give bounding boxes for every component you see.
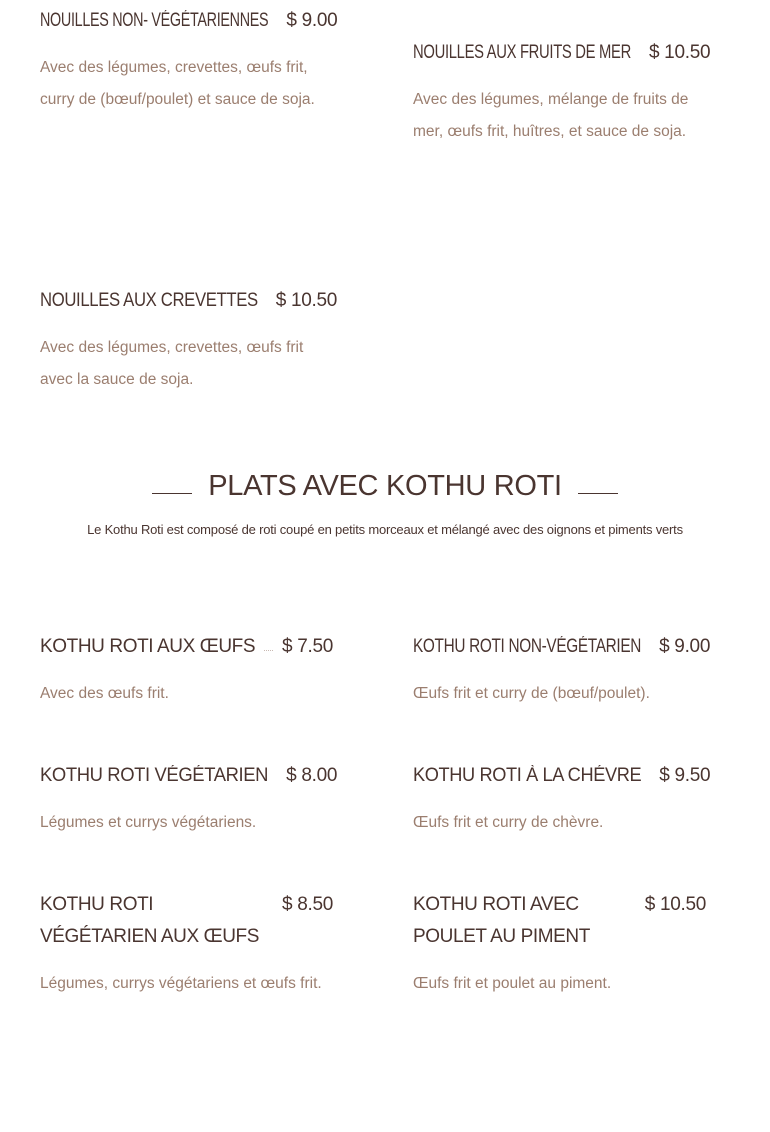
menu-item-price: $ 9.00 bbox=[286, 10, 338, 31]
menu-item-header bbox=[40, 889, 333, 953]
menu-item-nouilles-crevettes bbox=[40, 285, 338, 396]
menu-item-description: Œufs frit et poulet au piment. bbox=[413, 975, 612, 992]
menu-item-kothu-chevre bbox=[413, 760, 711, 839]
menu-item-price: $ 7.50 bbox=[281, 636, 333, 657]
menu-item-description: Œufs frit et curry de chèvre. bbox=[413, 814, 604, 831]
menu-item-header bbox=[40, 285, 338, 317]
menu-item-price: $ 8.00 bbox=[286, 765, 338, 786]
section-heading bbox=[0, 466, 770, 506]
menu-item-price: $ 9.50 bbox=[659, 765, 711, 786]
menu-item-kothu-oeufs bbox=[40, 631, 333, 710]
menu-item-header bbox=[40, 5, 338, 37]
section-title: PLATS AVEC KOTHU ROTI bbox=[208, 470, 562, 502]
menu-item-name: KOTHU ROTI AUX ŒUFS bbox=[40, 636, 256, 657]
menu-item-name: NOUILLES AUX FRUITS DE MER bbox=[413, 42, 631, 63]
menu-item-name: KOTHU ROTI VÉGÉTARIEN bbox=[40, 765, 269, 786]
menu-item-description: Avec des œufs frit. bbox=[40, 685, 169, 702]
menu-item-name: KOTHU ROTI VÉGÉTARIEN AUX ŒUFS bbox=[40, 894, 260, 947]
menu-item-name: KOTHU ROTI AVEC POULET AU PIMENT bbox=[413, 894, 590, 947]
menu-item-description: Avec des légumes, mélange de fruits de mer, œufs frit, huîtres, et sauce de soja. bbox=[413, 91, 689, 140]
menu-item-name: NOUILLES NON- VÉGÉTARIENNES bbox=[40, 10, 269, 31]
menu-item-header bbox=[40, 631, 333, 663]
menu-item-description: Légumes, currys végétariens et œufs frit. bbox=[40, 975, 322, 992]
menu-item-price: $ 9.00 bbox=[659, 636, 711, 657]
menu-item-description: Œufs frit et curry de (bœuf/poulet). bbox=[413, 685, 650, 702]
menu-item-description: Avec des légumes, crevettes, œufs frit, curry de (bœuf/poulet) et sauce de soja. bbox=[40, 59, 315, 108]
menu-item-price: $ 10.50 bbox=[648, 42, 711, 63]
menu-item-name: NOUILLES AUX CREVETTES bbox=[40, 290, 258, 311]
menu-item-header bbox=[40, 760, 338, 792]
price-leader bbox=[264, 631, 273, 651]
menu-item-price: $ 10.50 bbox=[275, 290, 338, 311]
menu-item-header bbox=[413, 631, 711, 663]
menu-item-header bbox=[413, 760, 711, 792]
menu-item-header bbox=[413, 37, 711, 69]
heading-rule-right bbox=[578, 493, 618, 494]
menu-item-description: Légumes et currys végétariens. bbox=[40, 814, 257, 831]
menu-item-description: Avec des légumes, crevettes, œufs frit avec la sauce de soja. bbox=[40, 339, 304, 388]
menu-item-price: $ 10.50 bbox=[644, 894, 706, 915]
menu-item-kothu-vegetarien bbox=[40, 760, 338, 839]
menu-item-name: KOTHU ROTI NON-VÉGÉTARIEN bbox=[413, 636, 642, 657]
menu-item-kothu-vegetarien-oeufs bbox=[40, 889, 333, 1000]
menu-item-price: $ 8.50 bbox=[281, 894, 333, 915]
menu-item-nouilles-non-vegetariennes bbox=[40, 5, 338, 116]
menu-item-name: KOTHU ROTI À LA CHÉVRE bbox=[413, 765, 642, 786]
menu-item-nouilles-fruits-de-mer bbox=[413, 37, 711, 148]
menu-item-kothu-poulet-piment bbox=[413, 889, 706, 1000]
menu-item-kothu-non-vegetarien bbox=[413, 631, 711, 710]
heading-rule-left bbox=[152, 493, 192, 494]
menu-item-header bbox=[413, 889, 706, 953]
section-subtitle: Le Kothu Roti est composé de roti coupé en petits morceaux et mélangé avec des oignons et piments verts bbox=[87, 522, 683, 537]
